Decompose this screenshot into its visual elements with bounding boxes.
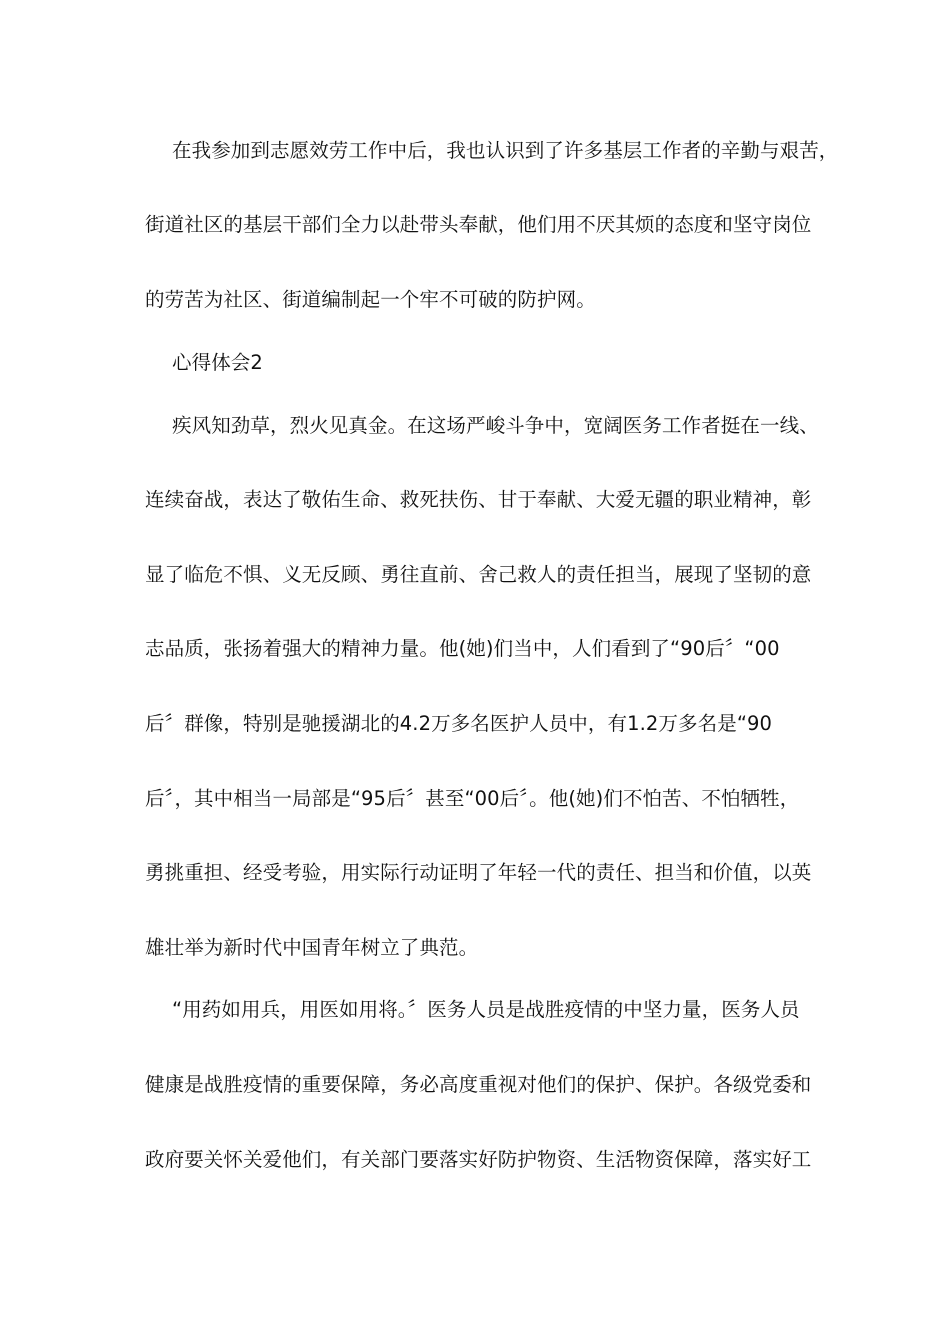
paragraph-line: 健康是战胜疫情的重要保障，务必高度重视对他们的保护、保护。各级党委和 (145, 1073, 812, 1096)
paragraph-line: 的劳苦为社区、街道编制起一个牢不可破的防护网。 (145, 288, 596, 311)
paragraph-line: “用药如用兵，用医如用将。〞医务人员是战胜疫情的中坚力量，医务人员 (172, 998, 800, 1021)
paragraph-line: 显了临危不惧、义无反顾、勇往直前、舍己救人的责任担当，展现了坚韧的意 (145, 563, 812, 586)
paragraph-line: 疾风知劲草，烈火见真金。在这场严峻斗争中，宽阔医务工作者挺在一线、 (172, 414, 819, 437)
paragraph-line: 后〞群像，特别是驰援湖北的4.2万多名医护人员中，有1.2万多名是“90 (145, 712, 773, 735)
paragraph-line: 勇挑重担、经受考验，用实际行动证明了年轻一代的责任、担当和价值，以英 (145, 861, 812, 884)
paragraph-line: 在我参加到志愿效劳工作中后，我也认识到了许多基层工作者的辛勤与艰苦， (172, 139, 839, 162)
paragraph-line: 连续奋战，表达了敬佑生命、救死扶伤、甘于奉献、大爱无疆的职业精神，彰 (145, 488, 812, 511)
paragraph-line: 后〞，其中相当一局部是“95后〞甚至“00后〞。他(她)们不怕苦、不怕牺牲， (145, 787, 800, 810)
section-heading: 心得体会2 (172, 351, 263, 374)
paragraph-line: 政府要关怀关爱他们，有关部门要落实好防护物资、生活物资保障，落实好工 (145, 1148, 812, 1171)
paragraph-line: 街道社区的基层干部们全力以赴带头奉献，他们用不厌其烦的态度和坚守岗位 (145, 213, 812, 236)
paragraph-line: 雄壮举为新时代中国青年树立了典范。 (145, 936, 479, 959)
paragraph-line: 志品质，张扬着强大的精神力量。他(她)们当中，人们看到了“90后〞“00 (145, 637, 780, 660)
